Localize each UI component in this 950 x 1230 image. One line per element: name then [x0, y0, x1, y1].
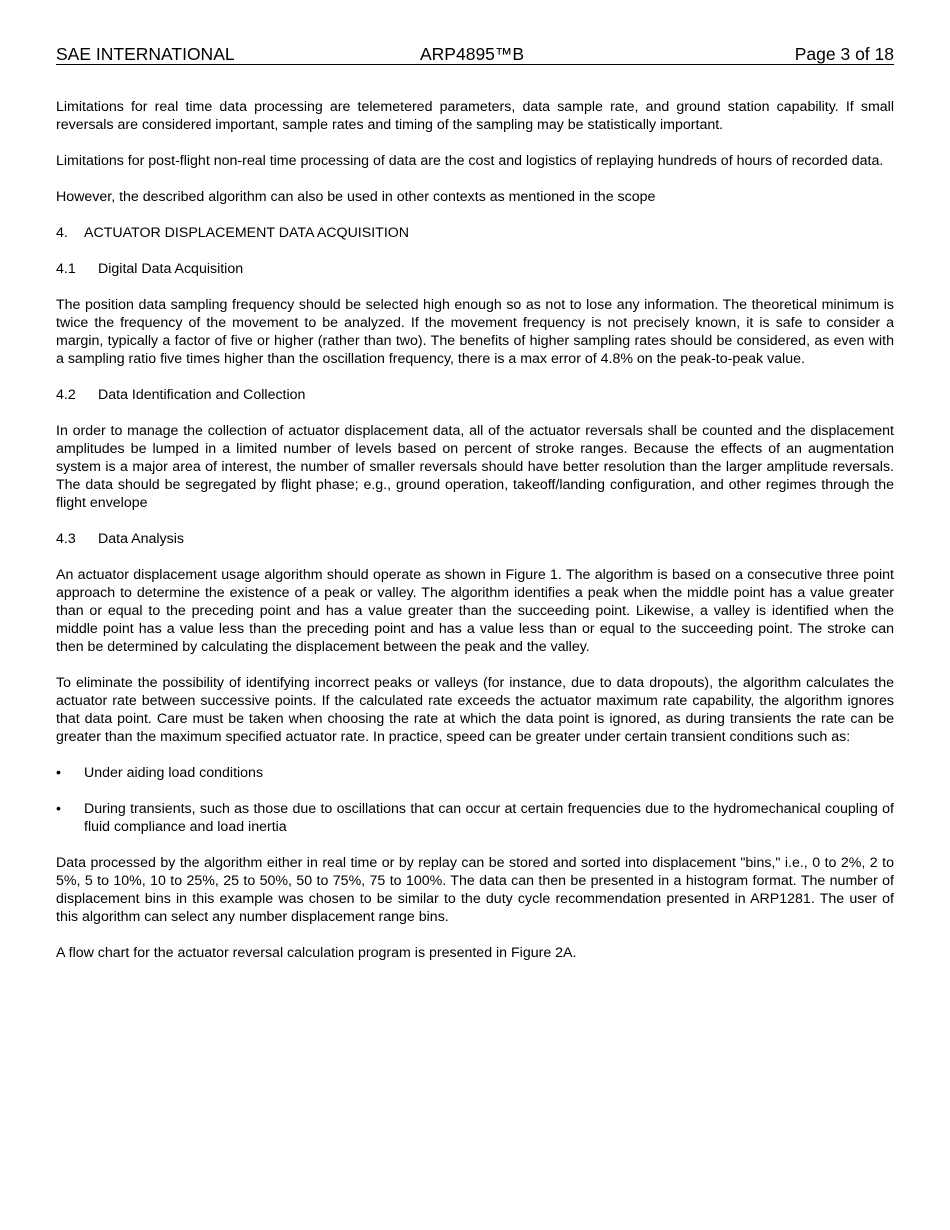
section-title: Data Identification and Collection [98, 387, 306, 403]
bullet-icon: • [56, 801, 61, 817]
paragraph-incorrect-peaks: To eliminate the possibility of identifying incorrect peaks or valleys (for instance, due to data dropouts), the algorithm calculates the actuator rate between successive points. If the calculated rate exceeds the actuator maximum rate capability, the algorithm ignores that data point. Care must be taken when choosing the rate at which the data point is ignored, as during transients the rate can be greater than the maximum specified actuator rate. In practice, speed can be greater under certain transient conditions such as: [56, 675, 894, 745]
section-title: Digital Data Acquisition [98, 261, 244, 277]
header-document-id: ARP4895™B [420, 44, 525, 64]
paragraph-usage-algorithm: An actuator displacement usage algorithm should operate as shown in Figure 1. The algorithm is based on a consecutive three point approach to determine the existence of a peak or valley. The algorithm identifies a peak when the middle point has a value greater than or equal to the preceding point and has a value greater than the succeeding point. Likewise, a valley is identified when the middle point has a value less than the preceding point and has a value less than or equal to the succeeding point. The stroke can then be determined by calculating the displacement between the peak and the valley. [56, 567, 894, 655]
page-header [56, 44, 894, 65]
list-item-text: During transients, such as those due to oscillations that can occur at certain frequencies due to the hydromechanical coupling of fluid compliance and load inertia [84, 801, 894, 835]
section-title: ACTUATOR DISPLACEMENT DATA ACQUISITION [84, 225, 410, 241]
list-item-text: Under aiding load conditions [84, 765, 264, 781]
paragraph-other-contexts: However, the described algorithm can also be used in other contexts as mentioned in the scope [56, 189, 656, 205]
list-item [56, 764, 894, 782]
document-page [56, 44, 894, 980]
paragraph-data-collection: In order to manage the collection of actuator displacement data, all of the actuator reversals shall be counted and the displacement amplitudes be lumped in a limited number of levels based on percent of stroke ranges. Because the effects of an augmentation system is a major area of interest, the number of smaller reversals should have better resolution than the larger amplitude reversals. The data should be segregated by flight phase; e.g., ground operation, takeoff/landing configuration, and other regimes through the flight envelope [56, 423, 894, 511]
section-heading-4-1 [56, 260, 894, 278]
section-heading-4 [56, 224, 894, 242]
paragraph-postflight-limitations: Limitations for post-flight non-real time processing of data are the cost and logistics of replaying hundreds of hours of recorded data. [56, 153, 884, 169]
document-body [56, 98, 894, 962]
section-heading-4-3 [56, 530, 894, 548]
paragraph-sampling-frequency: The position data sampling frequency should be selected high enough so as not to lose any information. The theoretical minimum is twice the frequency of the movement to be analyzed. If the movement frequency is not precisely known, it is safe to consider a margin, typically a factor of five or higher (rather than two). The benefits of higher sampling rates should be considered, as even with a sampling ratio five times higher than the oscillation frequency, there is a max error of 4.8% on the peak-to-peak value. [56, 297, 894, 367]
section-number: 4.2 [56, 387, 76, 403]
paragraph-flow-chart-reference: A flow chart for the actuator reversal calculation program is presented in Figure 2A. [56, 945, 577, 961]
paragraph-displacement-bins: Data processed by the algorithm either in real time or by replay can be stored and sorted into displacement "bins," i.e., 0 to 2%, 2 to 5%, 5 to 10%, 10 to 25%, 25 to 50%, 50 to 75%, 75 to 100%. The data can then be presented in a histogram format. The number of displacement bins in this example was chosen to be similar to the duty cycle recommendation presented in ARP1281. The user of this algorithm can select any number displacement range bins. [56, 855, 894, 925]
section-number: 4. [56, 225, 68, 241]
header-page-number: Page 3 of 18 [794, 44, 894, 64]
section-number: 4.3 [56, 531, 76, 547]
bullet-icon: • [56, 765, 61, 781]
paragraph-realtime-limitations: Limitations for real time data processing are telemetered parameters, data sample rate, and ground station capability. If small reversals are considered important, sample rates and timing of the sampling may be statistically important. [56, 99, 894, 133]
section-title: Data Analysis [98, 531, 184, 547]
section-heading-4-2 [56, 386, 894, 404]
header-organization: SAE INTERNATIONAL [56, 44, 235, 64]
section-number: 4.1 [56, 261, 76, 277]
list-item [56, 800, 894, 836]
